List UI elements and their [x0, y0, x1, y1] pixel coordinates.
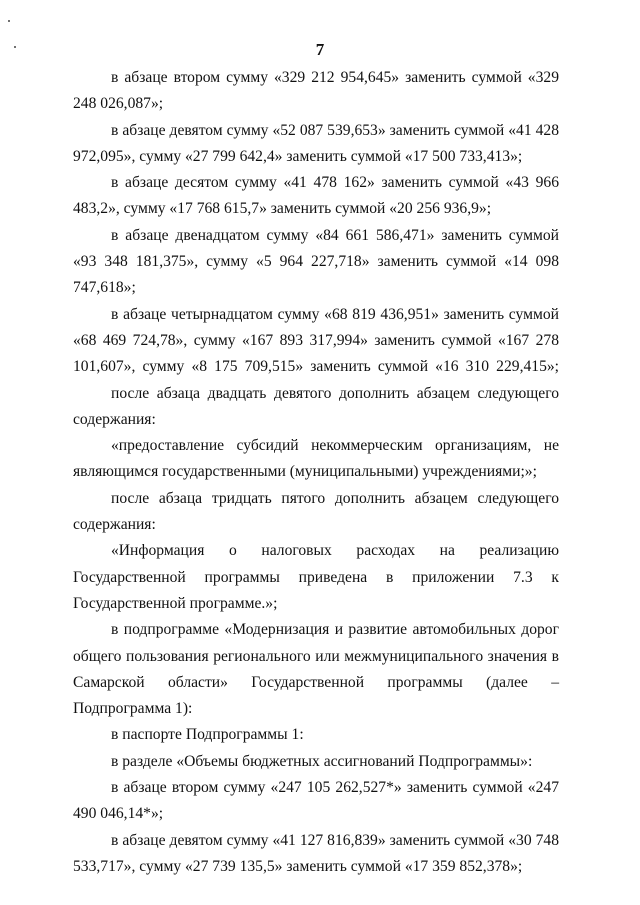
paragraph-2: в абзаце девятом сумму «52 087 539,653» заменить суммой «41 428 972,095», сумму «27 799 642,4» заменить суммой «17 500 733,413»;	[73, 121, 559, 165]
paragraph-5: в абзаце четырнадцатом сумму «68 819 436,951» заменить суммой «68 469 724,78», сумму «167 893 317,994» заменить суммой «167 278 101,607», сумму «8 175 709,515» заменить суммой «16 310 229,415»;	[73, 305, 559, 376]
paragraph-14: в абзаце девятом сумму «41 127 816,839» заменить суммой «30 748 533,717», сумму «27 739 135,5» заменить суммой «17 359 852,378»;	[73, 831, 559, 875]
paragraph-12: в разделе «Объемы бюджетных ассигнований Подпрограммы»:	[111, 752, 533, 770]
paragraph-6: после абзаца двадцать девятого дополнить абзацем следующего содержания:	[73, 384, 559, 428]
paragraph-10: в подпрограмме «Модернизация и развитие автомобильных дорог общего пользования регионального или межмуниципального значения в Самарской области» Государственной программы (далее – Подпрограмма 1):	[73, 621, 559, 718]
paragraph-11: в паспорте Подпрограммы 1:	[111, 726, 304, 744]
paragraph-1: в абзаце втором сумму «329 212 954,645» заменить суммой «329 248 026,087»;	[73, 69, 559, 113]
paragraph-7: «предоставление субсидий некоммерческим организациям, не являющимся государственными (муниципальными) учреждениями;»;	[73, 437, 559, 481]
paragraph-4: в абзаце двенадцатом сумму «84 661 586,471» заменить суммой «93 348 181,375», сумму «5 964 227,718» заменить суммой «14 098 747,618»;	[73, 226, 559, 297]
page-number: 7	[315, 40, 325, 59]
paragraph-13: в абзаце втором сумму «247 105 262,527*» заменить суммой «247 490 046,14*»;	[73, 779, 559, 823]
scan-speck	[8, 20, 10, 22]
paragraph-8: после абзаца тридцать пятого дополнить абзацем следующего содержания:	[73, 489, 559, 534]
paragraph-9: «Информация о налоговых расходах на реализацию Государственной программы приведена в приложении 7.3 к Государственной программе.»;	[73, 542, 559, 612]
document-body	[73, 65, 559, 880]
paragraph-3: в абзаце десятом сумму «41 478 162» заменить суммой «43 966 483,2», сумму «17 768 615,7» заменить суммой «20 256 936,9»;	[73, 174, 559, 218]
scan-speck	[14, 46, 16, 48]
